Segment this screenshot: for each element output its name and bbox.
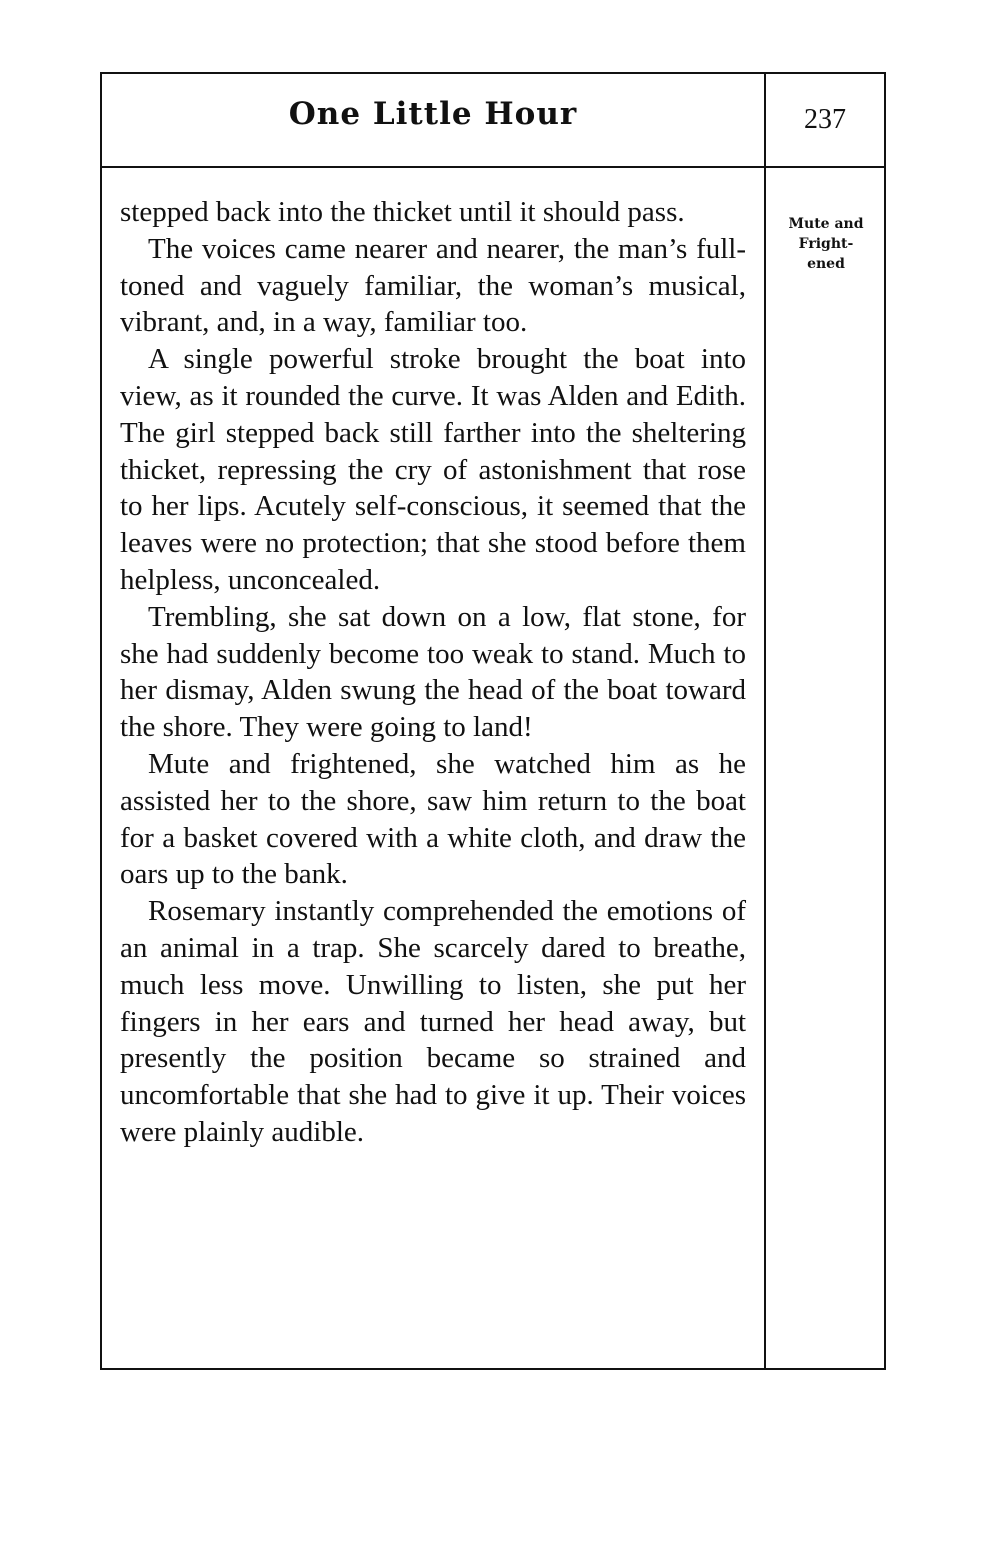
paragraph: A single powerful stroke brought the boat into view, as it rounded the curve. It was Alden and Edith. The girl stepped back still farther into the sheltering thicket, repressing the cry of astonishment that rose to her lips. Acutely self-conscious, it seemed that the leaves were no protection; that she stood before them helpless, unconcealed. bbox=[120, 343, 746, 596]
page-number: 237 bbox=[804, 104, 846, 135]
paragraph: Mute and frightened, she watched him as he assisted her to the shore, saw him return to the boat for a basket covered with a white cloth, and draw the oars up to the bank. bbox=[120, 747, 746, 891]
header-rule bbox=[102, 166, 884, 168]
paragraph: stepped back into the thicket until it should pass. bbox=[120, 196, 685, 228]
paragraph: Rosemary instantly comprehended the emotions of an animal in a trap. She scarcely dared to breathe, much less move. Unwilling to listen, she put her fingers in her ears and turned her head away, but presently the position became so strained and uncomfortable that she had to give it up. Their voices were plainly audible. bbox=[120, 895, 746, 1148]
marginal-note-line: Mute and bbox=[788, 216, 864, 232]
margin-divider bbox=[764, 74, 766, 1370]
page-frame bbox=[100, 72, 886, 1370]
body-text bbox=[120, 194, 746, 1151]
running-head: One Little Hour bbox=[288, 96, 578, 132]
marginal-note bbox=[772, 214, 880, 274]
paragraph: The voices came nearer and nearer, the man’s full-toned and vaguely familiar, the woman’s musical, vibrant, and, in a way, familiar too. bbox=[120, 232, 746, 339]
marginal-note-line: Fright- bbox=[798, 236, 854, 252]
paragraph: Trembling, she sat down on a low, flat stone, for she had suddenly become too weak to stand. Much to her dismay, Alden swung the head of the boat toward the shore. They were going to land! bbox=[120, 600, 746, 744]
marginal-note-line: ened bbox=[807, 256, 845, 272]
